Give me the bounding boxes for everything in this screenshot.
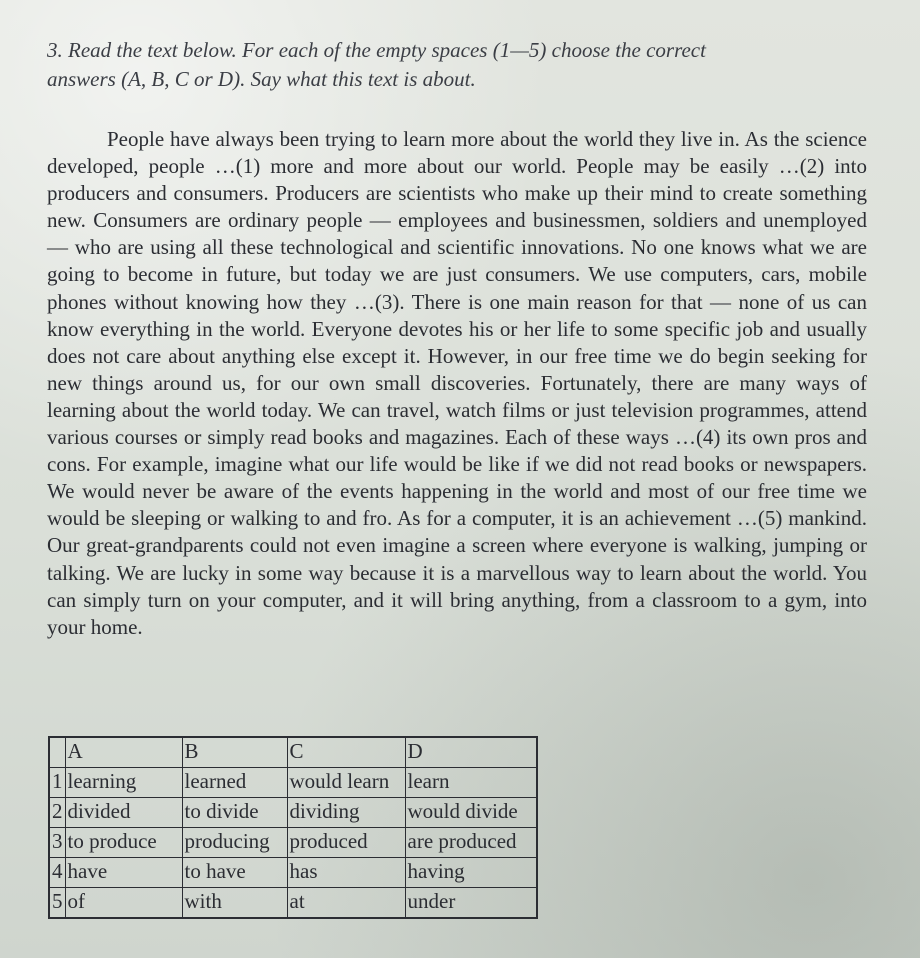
option-b: producing [182, 828, 287, 858]
table-row [49, 798, 537, 828]
option-a: of [65, 888, 182, 919]
table-header-row [49, 737, 537, 768]
option-b: learned [182, 768, 287, 798]
option-c: dividing [287, 798, 405, 828]
option-d: are produced [405, 828, 537, 858]
header-cell-b: B [182, 737, 287, 768]
table-row [49, 888, 537, 919]
header-cell-d: D [405, 737, 537, 768]
option-d: would divide [405, 798, 537, 828]
row-number: 3 [49, 828, 65, 858]
row-number: 2 [49, 798, 65, 828]
row-number: 4 [49, 858, 65, 888]
option-b: with [182, 888, 287, 919]
option-c: at [287, 888, 405, 919]
answer-options-table [48, 736, 538, 919]
table-row [49, 858, 537, 888]
option-a: to produce [65, 828, 182, 858]
header-cell-a: A [65, 737, 182, 768]
row-number: 1 [49, 768, 65, 798]
option-a: divided [65, 798, 182, 828]
table-row [49, 768, 537, 798]
header-cell-c: C [287, 737, 405, 768]
reading-passage: People have always been trying to learn more about the world they live in. As the science developed, people …(1) more and more about our world. People may be easily …(2) into producers and consumers. Producers are scientists who make up their mind to create something new. Consumers are ordinary people — employees and businessmen, soldiers and unemployed — who are using all these technological and scientific innovations. No one knows what we are going to become in future, but today we are just consumers. We use computers, cars, mobile phones without knowing how they …(3). There is one main reason for that — none of us can know everything in the world. Everyone devotes his or her life to some specific job and usually does not care about anything else except it. However, in our free time we do begin seeking for new things around us, for our own small discoveries. Fortunately, there are many ways of learning about the world today. We can travel, watch films or just television programmes, attend various courses or simply read books and magazines. Each of these ways …(4) its own pros and cons. For example, imagine what our life would be like if we did not read books or newspapers. We would never be aware of the events happening in the world and most of our free time we would be sleeping or walking to and fro. As for a computer, it is an achievement …(5) mankind. Our great-grandparents could not even imagine a screen where everyone is walking, jumping or talking. We are lucky in some way because it is a marvellous way to learn about the world. You can simply turn on your computer, and it will bring anything, from a classroom to a gym, into your home. [47, 127, 867, 639]
task-instruction [47, 36, 877, 94]
option-d: learn [405, 768, 537, 798]
option-a: learning [65, 768, 182, 798]
instruction-line-2: answers (A, B, C or D). Say what this text is about. [47, 67, 476, 91]
option-b: to divide [182, 798, 287, 828]
option-a: have [65, 858, 182, 888]
row-number: 5 [49, 888, 65, 919]
option-d: under [405, 888, 537, 919]
option-c: produced [287, 828, 405, 858]
option-c: would learn [287, 768, 405, 798]
table-row [49, 828, 537, 858]
header-num-cell [49, 737, 65, 768]
option-d: having [405, 858, 537, 888]
instruction-line-1: 3. Read the text below. For each of the empty spaces (1—5) choose the correct [47, 38, 706, 62]
option-c: has [287, 858, 405, 888]
option-b: to have [182, 858, 287, 888]
